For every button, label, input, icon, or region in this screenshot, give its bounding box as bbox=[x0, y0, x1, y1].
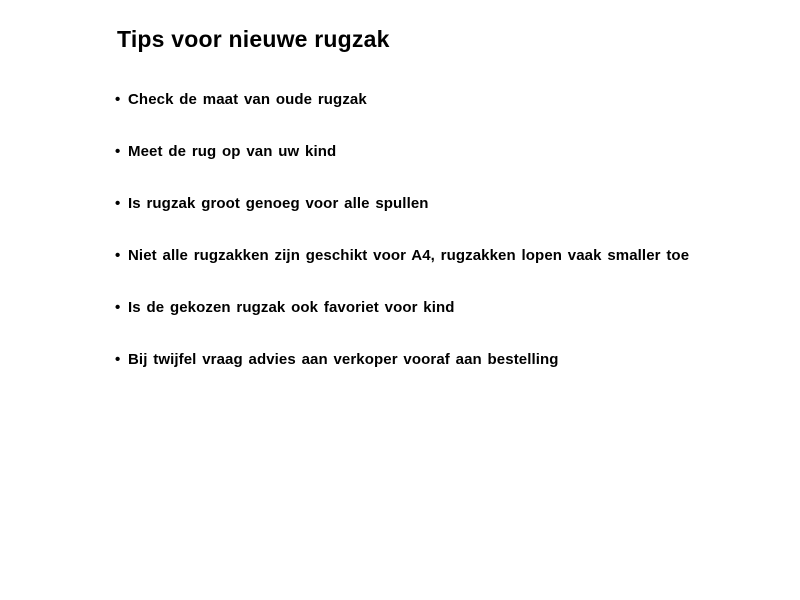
bullet-icon: • bbox=[115, 143, 121, 160]
bullet-icon: • bbox=[115, 247, 121, 264]
bullet-icon: • bbox=[115, 299, 121, 316]
tip-text: Niet alle rugzakken zijn geschikt voor A4, rugzakken lopen vaak smaller toe bbox=[128, 247, 690, 264]
list-item bbox=[115, 196, 760, 211]
list-item bbox=[115, 300, 760, 315]
tip-text: Meet de rug op van uw kind bbox=[128, 143, 337, 160]
list-item bbox=[115, 248, 760, 263]
tip-text: Is rugzak groot genoeg voor alle spullen bbox=[128, 195, 429, 212]
page-title: Tips voor nieuwe rugzak bbox=[117, 26, 390, 52]
list-item bbox=[115, 144, 760, 159]
list-item bbox=[115, 352, 760, 367]
bullet-icon: • bbox=[115, 91, 121, 108]
tips-list bbox=[115, 92, 760, 367]
tip-text: Bij twijfel vraag advies aan verkoper vooraf aan bestelling bbox=[128, 351, 559, 368]
tip-text: Is de gekozen rugzak ook favoriet voor kind bbox=[128, 299, 455, 316]
bullet-icon: • bbox=[115, 195, 121, 212]
tip-text: Check de maat van oude rugzak bbox=[128, 91, 367, 108]
list-item bbox=[115, 92, 760, 107]
bullet-icon: • bbox=[115, 351, 121, 368]
